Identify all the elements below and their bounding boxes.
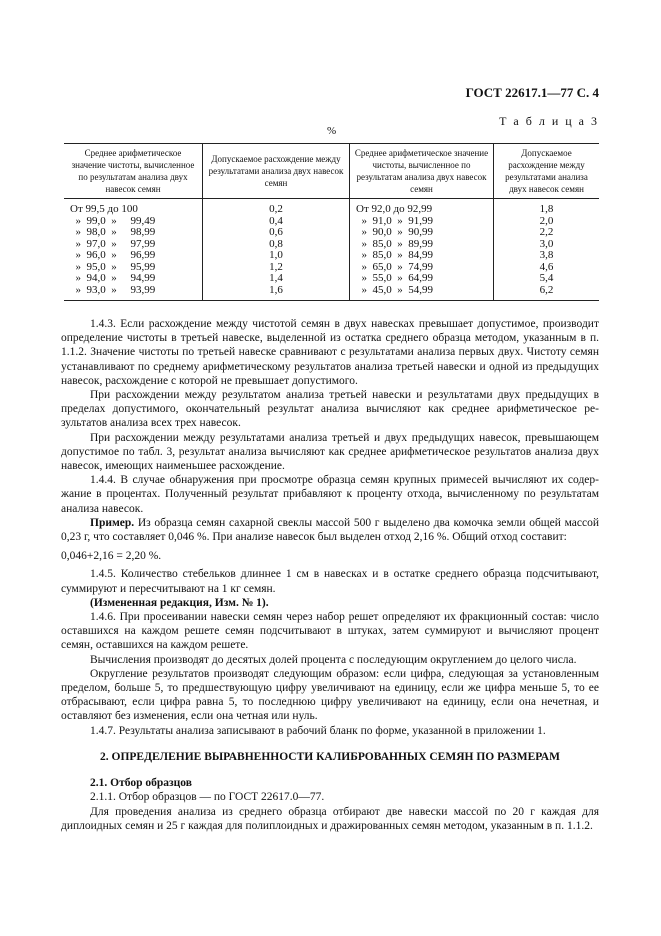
col3-cell — [350, 199, 494, 301]
table-cell-text: 0,2 — [269, 203, 283, 215]
table-cell-text: » 95,0 » 95,99 — [70, 260, 156, 273]
table-cell-text: 3,8 — [539, 249, 554, 261]
paragraph: 1.4.7. Результаты анализа записывают в рабочий бланк по форме, указанной в приложении 1. — [90, 724, 546, 737]
document-header: ГОСТ 22617.1—77 С. 4 — [465, 85, 599, 100]
table-cell-text: 1,6 — [269, 283, 283, 296]
table-cell-text: 0,4 — [269, 214, 283, 227]
table-cell-text: » 45,0 » 54,99 — [356, 283, 433, 296]
example-label: Пример. — [90, 516, 135, 529]
paragraph: 2.1.1. Отбор образцов — по ГОСТ 22617.0—77. — [90, 791, 325, 804]
table-cell-text: От 99,5 до 100 — [70, 203, 138, 215]
table-header-cell: Допускаемое расхождение между результатами анализа двух навесок семян — [494, 144, 600, 199]
table-cell-text: 1,8 — [539, 203, 554, 215]
paragraph: При расхождении между результатами анализа третьей и двух предыдущих навесок, превышающем допустимое по табл. 3, результат анализа вычисляют как среднее арифметическое результатов анализа двух навесок, имеющих наименьшее расхождение. — [61, 431, 599, 473]
amendment-note: (Измененная редакция, Изм. № 1). — [90, 596, 269, 609]
table-cell-text: От 92,0 до 92,99 — [356, 203, 433, 215]
table-cell-text: » 85,0 » 84,99 — [356, 249, 433, 261]
table-cell-text: 4,6 — [539, 260, 554, 273]
table-header-row — [64, 144, 599, 199]
table-cell-text: » 85,0 » 89,99 — [356, 237, 433, 250]
document-body — [61, 317, 599, 833]
table-cell-text: » 55,0 » 64,99 — [356, 272, 433, 284]
col4-cell — [494, 199, 600, 301]
table-cell-text: » 97,0 » 97,99 — [70, 237, 156, 250]
table-cell-text: 1,2 — [269, 260, 283, 273]
paragraph: 1.4.4. В случае обнаружения при просмотре образца семян крупных примесей вычисляют их содержание в процентах. Полученный результат прибавляют к проценту отхода, вычисленному по результатам анализа навесок. — [61, 474, 599, 515]
table-cell-text: » 96,0 » 96,99 — [70, 249, 156, 261]
section-heading: 2. ОПРЕДЕЛЕНИЕ ВЫРАВНЕННОСТИ КАЛИБРОВАННЫХ СЕМЯН ПО РАЗМЕРАМ — [100, 750, 560, 763]
paragraph: 1.4.6. При просеивании навески семян через набор решет определяют их фракционный состав: число оставшихся на каждом решете семян подсчитывают в штуках, затем суммируют и вычисляют процент семян, оставшихся на каждом решете. — [61, 611, 599, 652]
paragraph: 1.4.5. Количество стебельков длиннее 1 см в навесках и в остатке среднего образца подсчитывают, суммируют и пересчитывают на 1 кг семян. — [61, 568, 599, 595]
table-cell-text: 0,8 — [269, 237, 283, 250]
table-cell-text: 1,4 — [269, 272, 283, 284]
example-text: Из образца семян сахарной свеклы массой 500 г выделено два комочка земли общей массой 0,23 г, что составляет 0,046 %. При анализе навесок был выделен отход 2,16 %. Общий отход составит: — [61, 516, 599, 544]
paragraph: Округление результатов производят следующим образом: если цифра, следующая за установленным пределом, больше 5, то предшествующую цифру увеличивают на единицу, если же цифра меньше 5, то ее отбрасывают, если цифра равна 5, то последнюю цифру увеличивают на единицу, если она нечетная, и оставляют без изменения, если она четная или нуль. — [61, 667, 599, 723]
formula: 0,046+2,16 = 2,20 %. — [61, 550, 162, 563]
table-cell-text: » 65,0 » 74,99 — [356, 260, 433, 273]
paragraph: При расхождении между результатом анализа третьей навески и результатами двух предыдущих в пределах допустимого, окончательный результат анализа вычисляют как среднее арифметическое результатов анализа всех трех навесок. — [61, 389, 599, 430]
table-unit: % — [327, 125, 337, 137]
tolerance-table — [64, 143, 599, 301]
table-cell-text: 2,2 — [539, 226, 554, 238]
table-cell-text: » 93,0 » 93,99 — [70, 283, 156, 296]
table-cell-text: 3,0 — [539, 237, 554, 250]
example-paragraph — [61, 516, 599, 544]
table-cell-text: 2,0 — [539, 214, 554, 227]
table-cell-text: 6,2 — [539, 283, 554, 296]
table-cell-text: » 90,0 » 90,99 — [356, 226, 433, 238]
table-label: Т а б л и ц а 3 — [499, 114, 599, 128]
table-header-cell: Среднее арифметическое значение чистоты, вычисленное по результатам анализа двух навесок семян — [64, 144, 203, 199]
table-cell-text: 5,4 — [539, 272, 554, 284]
table-cell-text: 1,0 — [269, 249, 283, 261]
table-header-cell: Среднее арифметическое значение чистоты, вычисленное по результатам анализа двух навесок семян — [350, 144, 494, 199]
table-cell-text: » 99,0 » 99,49 — [70, 214, 156, 227]
table-cell-text: » 98,0 » 98,99 — [70, 226, 156, 238]
subsection-heading: 2.1. Отбор образцов — [90, 777, 192, 790]
paragraph: Для проведения анализа из среднего образца отбирают две навески массой по 20 г каждая для диплоидных семян и 25 г каждая для полиплоидных и дражированных семян методом, указанным в п. 1.1.2. — [61, 805, 599, 832]
table-cell-text: 0,6 — [269, 226, 283, 238]
paragraph: 1.4.3. Если расхождение между чистотой семян в двух навесках превышает допустимое, производит определение чистоты в третьей навеске, выделенной из остатка среднего образца методом, указанным в п. 1.1.2. Значение чистоты по третьей навеске сравнивают с результатами анализа первых двух. Чистоту семян устанавливают по среднему арифметическому результатов анализа третьей навески и одной из предыдущих навесок, расхождение с которой не превышает допустимого. — [61, 318, 599, 387]
table-header-cell: Допускаемое расхождение между результатами анализа двух навесок семян — [203, 144, 350, 199]
table-cell-text: » 94,0 » 94,99 — [70, 272, 156, 284]
col1-cell — [64, 199, 203, 301]
table-cell-text: » 91,0 » 91,99 — [356, 214, 433, 227]
paragraph: Вычисления производят до десятых долей процента с последующим округлением до целого числа. — [90, 653, 577, 666]
col2-cell — [203, 199, 350, 301]
table-body-row — [64, 199, 599, 301]
